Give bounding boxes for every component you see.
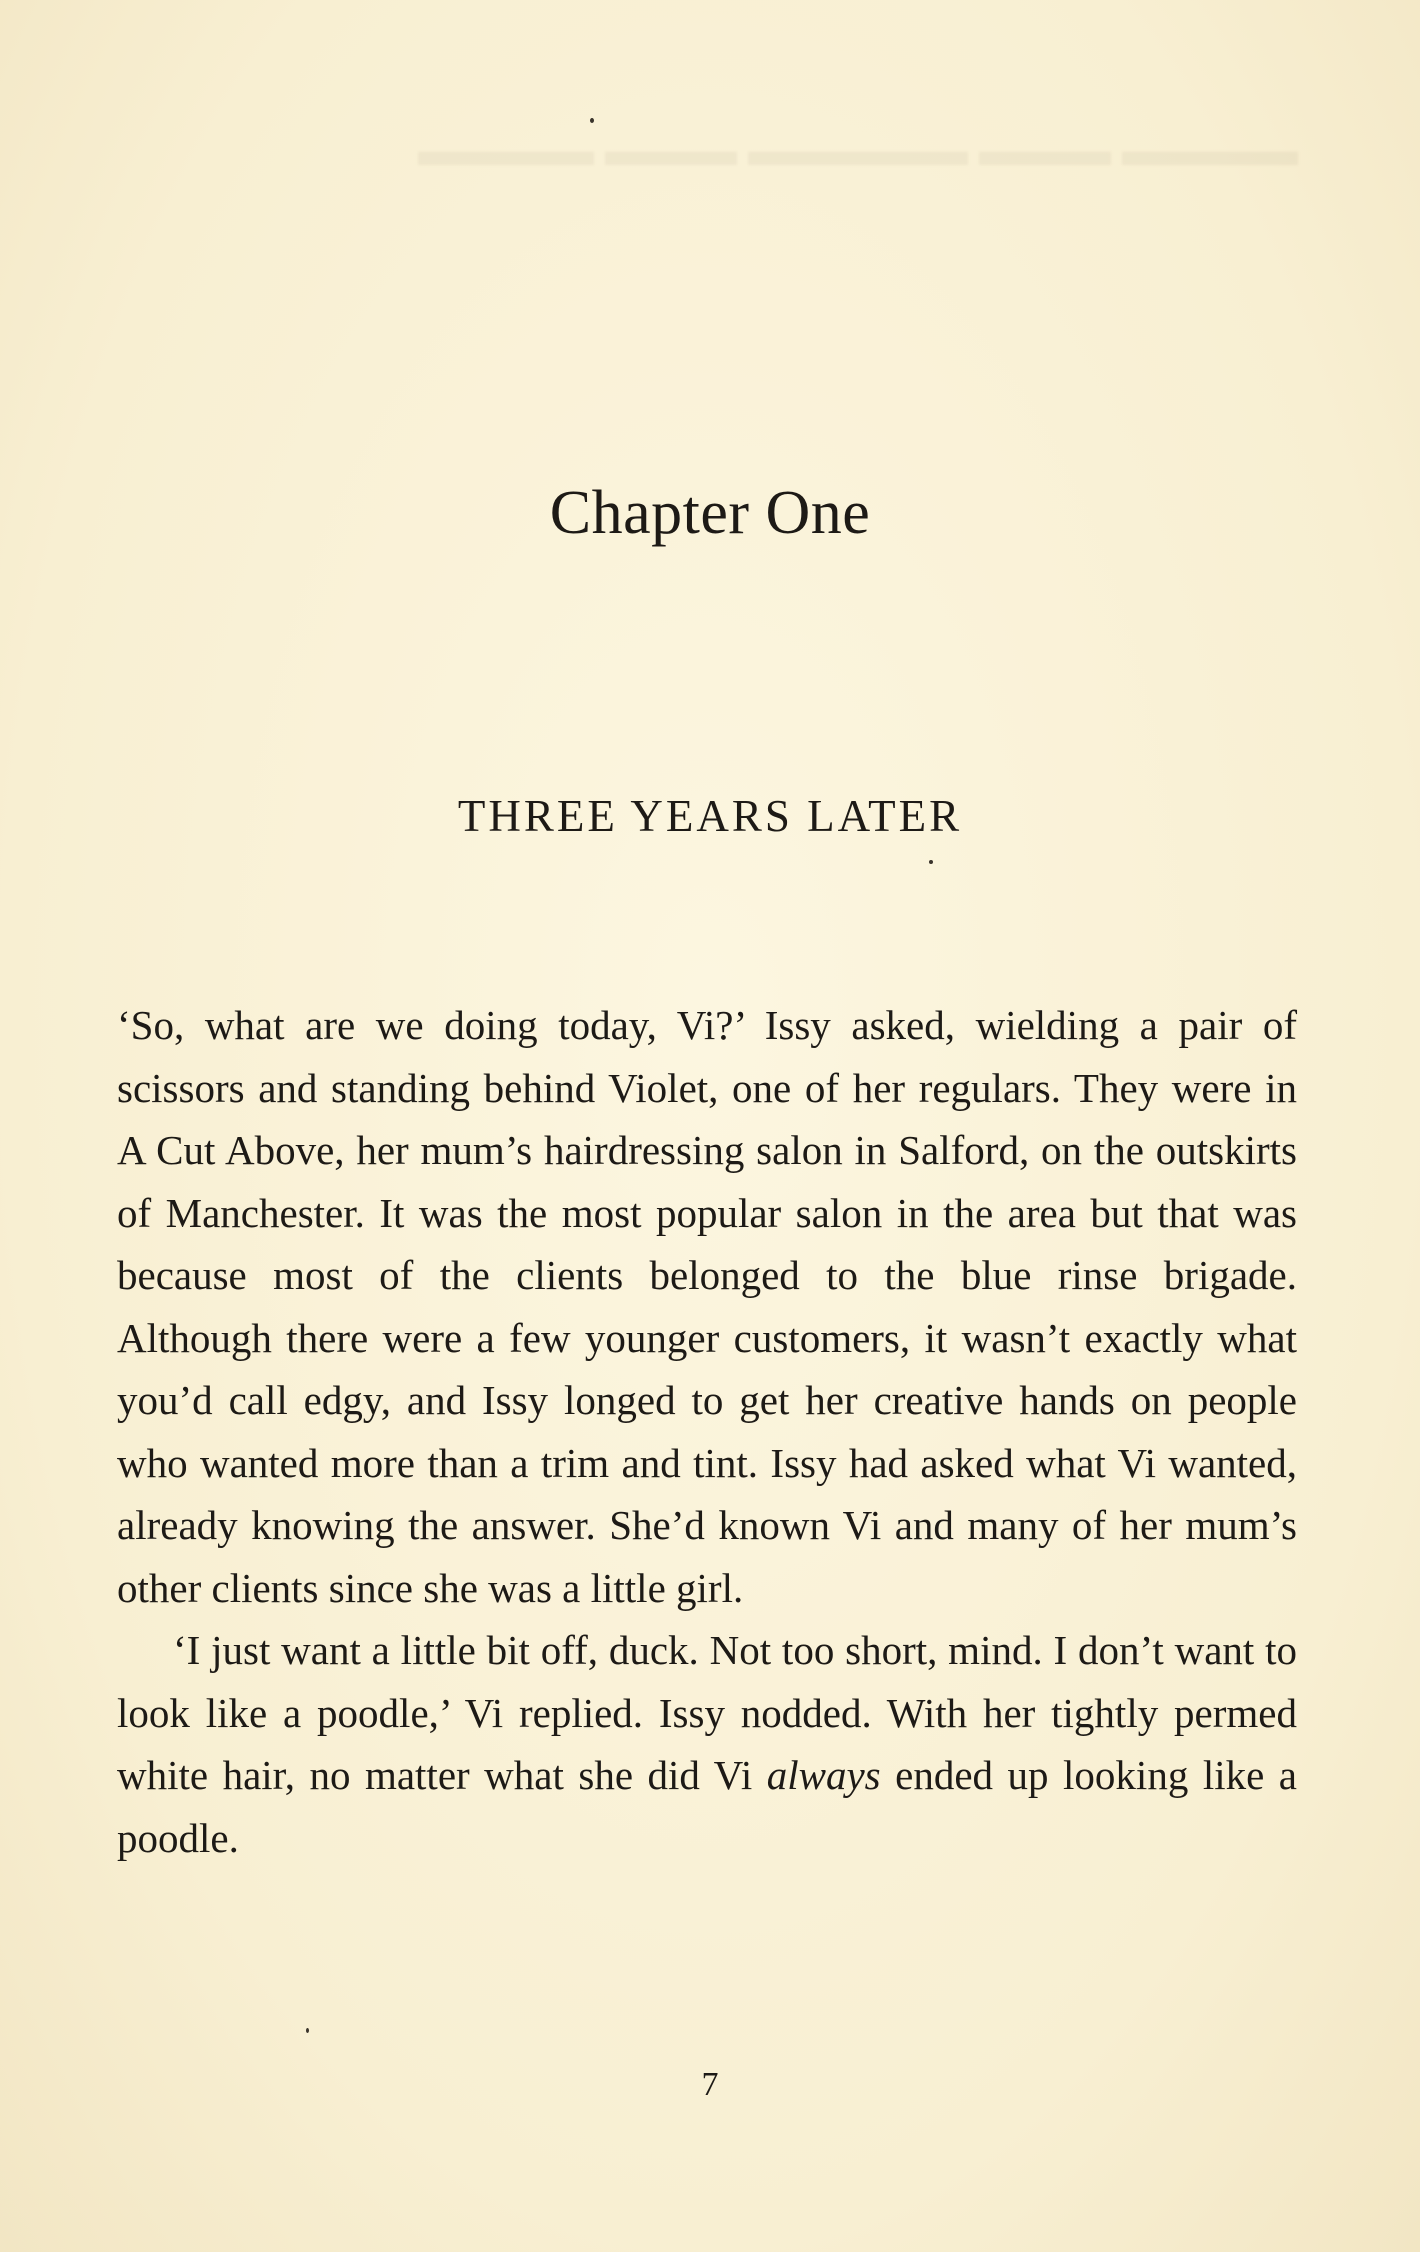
paragraph: [117, 994, 1297, 1619]
page-number: 7: [701, 2066, 719, 2103]
body-text: [117, 994, 1297, 1869]
paragraph-text: ‘I just want a little bit off, duck. Not too short, mind. I don’t want to look like a poodle,’ Vi replied. Issy nodded. With her tightly permed white hair, no matter what she did Vi: [117, 1627, 1297, 1798]
emphasis-text: always: [766, 1752, 881, 1798]
paragraph-text: ended up looking like a poodle.: [117, 1752, 1298, 1861]
paragraph: [117, 1619, 1297, 1869]
paragraph-text: ‘So, what are we doing today, Vi?’ Issy asked, wielding a pair of scissors and standing behind Violet, one of her regulars. They were in A Cut Above, her mum’s hairdressing salon in Salford, on the outskirts of Manchester. It was the most popular salon in the area but that was because most of the clients belonged to the blue rinse brigade. Although there were a few younger customers, it wasn’t exactly what you’d call edgy, and Issy longed to get her creative hands on people who wanted more than a trim and tint. Issy had asked what Vi wanted, already knowing the answer. She’d known Vi and many of her mum’s other clients since she was a little girl.: [117, 1002, 1297, 1611]
paper-speck: [590, 118, 594, 123]
paper-speck: [306, 2028, 309, 2033]
paper-speck: [929, 860, 933, 864]
section-heading: THREE YEARS LATER: [457, 791, 963, 841]
show-through-text: ▬▬▬▬ ▬▬▬ ▬▬▬▬▬ ▬▬▬ ▬▬▬▬: [418, 126, 1298, 175]
chapter-title: Chapter One: [549, 479, 871, 547]
